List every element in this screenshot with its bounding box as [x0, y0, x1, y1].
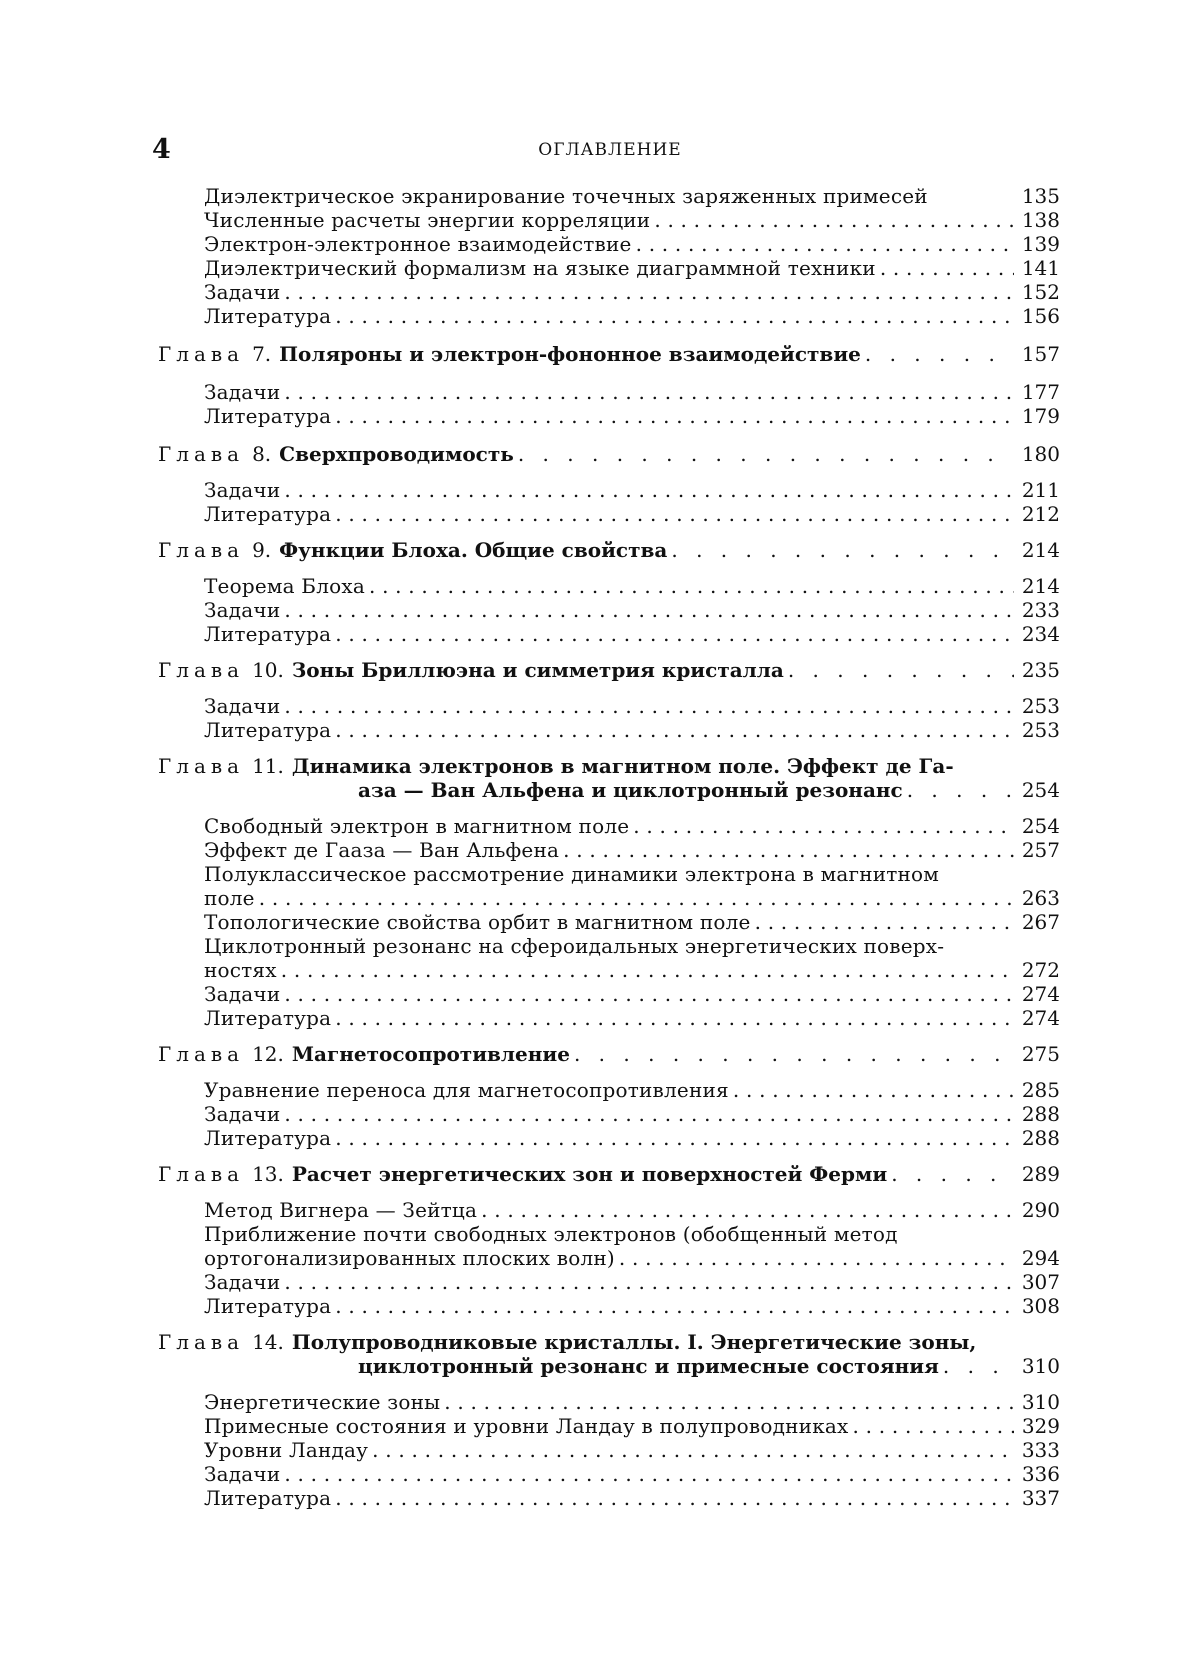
- toc-entry: Свободный электрон в магнитном поле . . . 254: [158, 814, 1060, 838]
- toc-entry: Литература . . . 156: [158, 304, 1060, 328]
- toc-entry: Литература . . . 274: [158, 1006, 1060, 1030]
- chapter-heading: Глава 8. Сверхпроводимость . . . 180: [158, 442, 1060, 466]
- toc-entry: Теорема Блоха . . . 214: [158, 574, 1060, 598]
- toc-entry: Задачи . . . 211: [158, 478, 1060, 502]
- toc-entry: Диэлектрическое экранирование точечных заряженных примесей 135: [158, 184, 1060, 208]
- toc-entry: Литература . . . 179: [158, 404, 1060, 428]
- toc-entry: Литература . . . 234: [158, 622, 1060, 646]
- chapter-heading-continued: циклотронный резонанс и примесные состояния . . . 310: [158, 1354, 1060, 1378]
- toc-entry: Энергетические зоны . . . 310: [158, 1390, 1060, 1414]
- toc-entry: Циклотронный резонанс на сфероидальных энергетических поверх-: [158, 934, 1060, 958]
- chapter-heading: Глава 14. Полупроводниковые кристаллы. I. Энергетические зоны,: [158, 1330, 1060, 1354]
- toc-entry: Литература . . . 288: [158, 1126, 1060, 1150]
- toc-entry: Литература . . . 308: [158, 1294, 1060, 1318]
- toc-entry: Примесные состояния и уровни Ландау в полупроводниках . . . 329: [158, 1414, 1060, 1438]
- toc-entry: Задачи . . . 288: [158, 1102, 1060, 1126]
- toc-entry: Численные расчеты энергии корреляции . . . 138: [158, 208, 1060, 232]
- chapter-heading: Глава 13. Расчет энергетических зон и поверхностей Ферми . . . 289: [158, 1162, 1060, 1186]
- toc-entry: Диэлектрический формализм на языке диаграммной техники . . . 141: [158, 256, 1060, 280]
- running-head: ОГЛАВЛЕНИЕ: [0, 140, 1200, 160]
- chapter-heading-continued: аза — Ван Альфена и циклотронный резонанс . . . 254: [158, 778, 1060, 802]
- chapter-heading: Глава 7. Поляроны и электрон-фононное взаимодействие . . . 157: [158, 342, 1060, 366]
- toc-entry: Задачи . . . 177: [158, 380, 1060, 404]
- toc-entry: Литература . . . 253: [158, 718, 1060, 742]
- toc-entry: Литература . . . 212: [158, 502, 1060, 526]
- toc-entry: Задачи . . . 233: [158, 598, 1060, 622]
- toc-entry: Электрон-электронное взаимодействие . . . 139: [158, 232, 1060, 256]
- chapter-heading: Глава 9. Функции Блоха. Общие свойства . . . 214: [158, 538, 1060, 562]
- toc-entry: Задачи . . . 307: [158, 1270, 1060, 1294]
- toc-entry: Задачи . . . 253: [158, 694, 1060, 718]
- toc-entry: Эффект де Гааза — Ван Альфена . . . 257: [158, 838, 1060, 862]
- toc-entry: Задачи . . . 152: [158, 280, 1060, 304]
- page-number: 4: [152, 134, 171, 165]
- toc-entry: Задачи . . . 274: [158, 982, 1060, 1006]
- chapter-heading: Глава 11. Динамика электронов в магнитном поле. Эффект де Га-: [158, 754, 1060, 778]
- toc-entry: Уровни Ландау . . . 333: [158, 1438, 1060, 1462]
- toc-entry: Полуклассическое рассмотрение динамики электрона в магнитном: [158, 862, 1060, 886]
- toc-entry: ортогонализированных плоских волн) . . . 294: [158, 1246, 1060, 1270]
- toc-entry: Литература . . . 337: [158, 1486, 1060, 1510]
- chapter-heading: Глава 10. Зоны Бриллюэна и симметрия кристалла . . . 235: [158, 658, 1060, 682]
- toc-entry: Приближение почти свободных электронов (обобщенный метод: [158, 1222, 1060, 1246]
- toc-entry: Топологические свойства орбит в магнитном поле . . . 267: [158, 910, 1060, 934]
- toc-entry: Уравнение переноса для магнетосопротивления . . . 285: [158, 1078, 1060, 1102]
- toc-entry: поле . . . 263: [158, 886, 1060, 910]
- toc-entry: Задачи . . . 336: [158, 1462, 1060, 1486]
- chapter-heading: Глава 12. Магнетосопротивление . . . 275: [158, 1042, 1060, 1066]
- toc-entry: ностях . . . 272: [158, 958, 1060, 982]
- table-of-contents: [158, 184, 1060, 1510]
- toc-entry: Метод Вигнера — Зейтца . . . 290: [158, 1198, 1060, 1222]
